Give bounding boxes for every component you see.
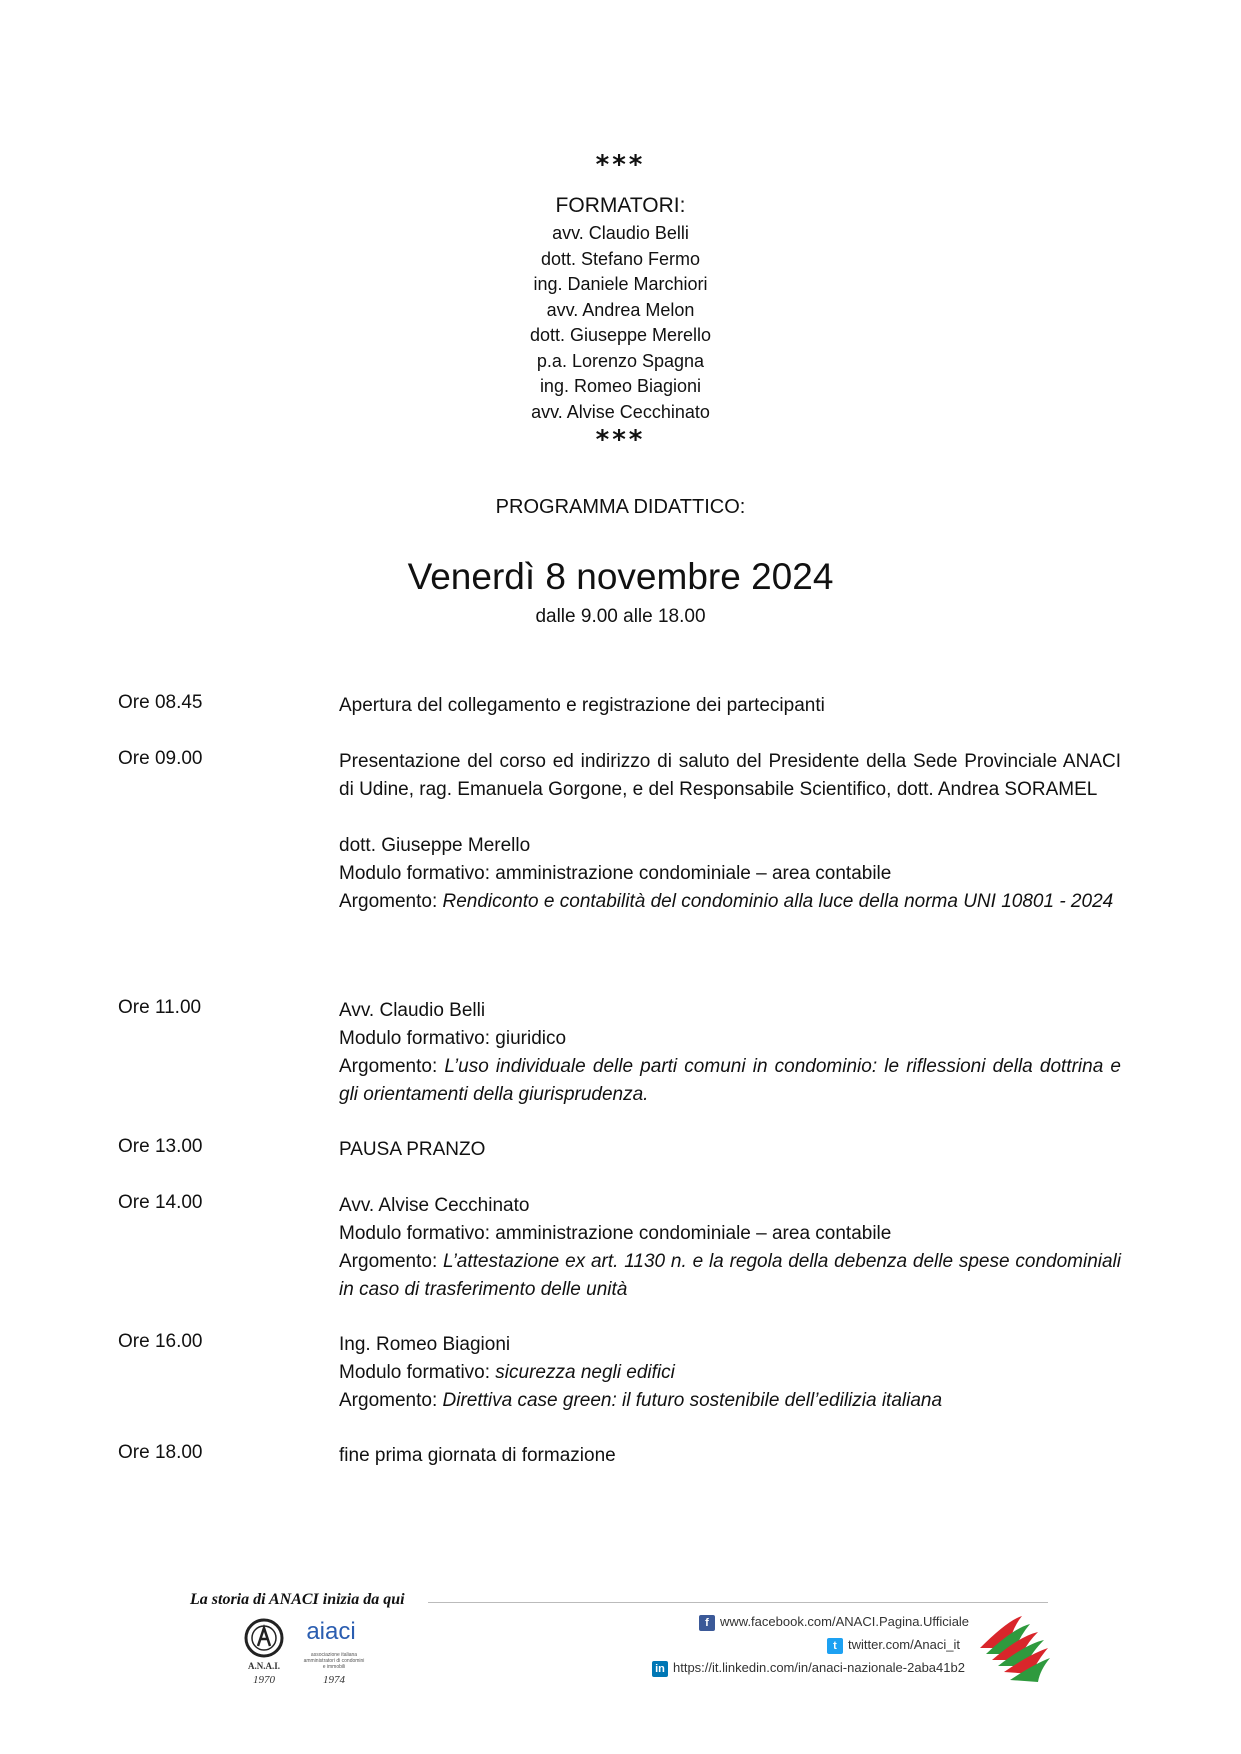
- schedule-time: Ore 11.00: [118, 997, 202, 1018]
- speaker-name: Ing. Romeo Biagioni: [339, 1334, 511, 1355]
- trainer-name: dott. Giuseppe Merello: [529, 325, 712, 345]
- topic-line: [339, 1053, 1121, 1109]
- topic-label: Argomento:: [339, 1390, 443, 1411]
- schedule-content: [339, 1331, 1121, 1415]
- schedule-content: [339, 748, 1121, 916]
- twitter-url: twitter.com/Anaci_it: [848, 1637, 960, 1652]
- speaker-name: dott. Giuseppe Merello: [339, 835, 531, 856]
- schedule-time: Ore 08.45: [118, 692, 203, 713]
- topic-label: Argomento:: [339, 891, 443, 912]
- facebook-icon: f: [699, 1615, 715, 1631]
- topic-value: L’uso individuale delle parti comuni in condominio: le riflessioni della dottrina e gli orientamenti della giurisprudenza.: [339, 1056, 1121, 1105]
- anai-year: 1970: [253, 1674, 275, 1686]
- trainer-name: ing. Daniele Marchiori: [533, 274, 708, 294]
- anaci-logo: [978, 1614, 1052, 1684]
- module-label: Modulo formativo:: [339, 1223, 496, 1244]
- speaker-name: Avv. Alvise Cecchinato: [339, 1195, 530, 1216]
- module-line: [339, 860, 1121, 888]
- trainer-name: p.a. Lorenzo Spagna: [536, 350, 705, 371]
- speaker-name: Avv. Claudio Belli: [339, 1000, 486, 1021]
- president-name: rag. Emanuela Gorgone: [419, 779, 623, 800]
- trainer-name: avv. Andrea Melon: [546, 299, 695, 320]
- topic-line: [339, 1387, 1121, 1415]
- facebook-link[interactable]: [699, 1614, 969, 1631]
- linkedin-url: https://it.linkedin.com/in/anaci-nazionale-2aba41b2: [673, 1660, 965, 1675]
- linkedin-link[interactable]: [652, 1660, 965, 1677]
- topic-line: [339, 888, 1121, 916]
- schedule-text: PAUSA PRANZO: [339, 1139, 486, 1160]
- aiaci-year: 1974: [323, 1674, 345, 1686]
- footer-tagline: La storia di ANACI inizia da qui: [190, 1591, 405, 1608]
- schedule-text: fine prima giornata di formazione: [339, 1445, 616, 1466]
- module-value: amministrazione condominiale – area contabile: [495, 863, 892, 884]
- schedule-time: Ore 16.00: [118, 1331, 203, 1352]
- anaci-stripes-icon: [978, 1614, 1052, 1684]
- schedule-time: Ore 14.00: [118, 1192, 203, 1213]
- module-label: Modulo formativo:: [339, 1028, 496, 1049]
- schedule-content: [339, 997, 1121, 1109]
- stars-divider-bottom: ***: [595, 425, 646, 455]
- module-value: amministrazione condominiale – area contabile: [495, 1223, 892, 1244]
- module-line: [339, 1025, 1121, 1053]
- topic-label: Argomento:: [339, 1251, 444, 1272]
- trainers-list: [0, 221, 1241, 425]
- module-label: Modulo formativo:: [339, 1362, 496, 1383]
- stars-divider-top: ***: [595, 150, 646, 180]
- footer-divider: [428, 1602, 1048, 1603]
- topic-value: Direttiva case green: il futuro sostenibile dell’edilizia italiana: [442, 1390, 943, 1411]
- topic-value: L’attestazione ex art. 1130 n. e la regola della debenza delle spese condominiali in caso di trasferimento delle unità: [339, 1251, 1121, 1300]
- schedule-intro: [339, 748, 1121, 804]
- anai-logo: [244, 1618, 284, 1658]
- facebook-url: www.facebook.com/ANACI.Pagina.Ufficiale: [720, 1614, 970, 1629]
- module-line: [339, 1220, 1121, 1248]
- anai-logo-text: A.N.A.I.: [247, 1661, 280, 1671]
- twitter-link[interactable]: [827, 1637, 960, 1654]
- topic-line: [339, 1248, 1121, 1304]
- schedule-time: Ore 09.00: [118, 748, 203, 769]
- schedule-text: Apertura del collegamento e registrazione dei partecipanti: [339, 695, 825, 716]
- intro-text: Presentazione del corso ed indirizzo di saluto del Presidente della Sede Provinciale ANACI di Udine,: [339, 751, 1121, 800]
- trainer-name: avv. Alvise Cecchinato: [531, 401, 710, 422]
- aiaci-subtitle: associazione italiana amministratori di condomini e immobili: [303, 1652, 365, 1670]
- formatori-title: FORMATORI:: [555, 194, 686, 217]
- module-label: Modulo formativo:: [339, 863, 496, 884]
- schedule-time: Ore 18.00: [118, 1442, 203, 1463]
- program-title: PROGRAMMA DIDATTICO:: [495, 496, 746, 518]
- scientific-manager-name: dott. Andrea SORAMEL: [896, 779, 1098, 800]
- date-hours: dalle 9.00 alle 18.00: [535, 606, 706, 627]
- schedule-time: Ore 13.00: [118, 1136, 203, 1157]
- aiaci-logo: aiaci: [306, 1618, 356, 1645]
- trainer-name: avv. Claudio Belli: [552, 223, 689, 243]
- date-title: Venerdì 8 novembre 2024: [407, 556, 834, 597]
- module-value: giuridico: [495, 1028, 567, 1049]
- anai-seal-icon: [244, 1618, 284, 1658]
- module-value: sicurezza negli edifici: [495, 1362, 675, 1383]
- trainer-name: dott. Stefano Fermo: [540, 248, 701, 269]
- intro-text: , e del Responsabile Scientifico,: [622, 779, 897, 800]
- linkedin-icon: in: [652, 1661, 668, 1677]
- twitter-icon: t: [827, 1638, 843, 1654]
- trainer-name: ing. Romeo Biagioni: [539, 376, 702, 396]
- schedule-content: [339, 1192, 1121, 1304]
- topic-label: Argomento:: [339, 1056, 445, 1077]
- topic-value: Rendiconto e contabilità del condominio alla luce della norma UNI 10801 - 2024: [442, 891, 1114, 912]
- module-line: [339, 1359, 1121, 1387]
